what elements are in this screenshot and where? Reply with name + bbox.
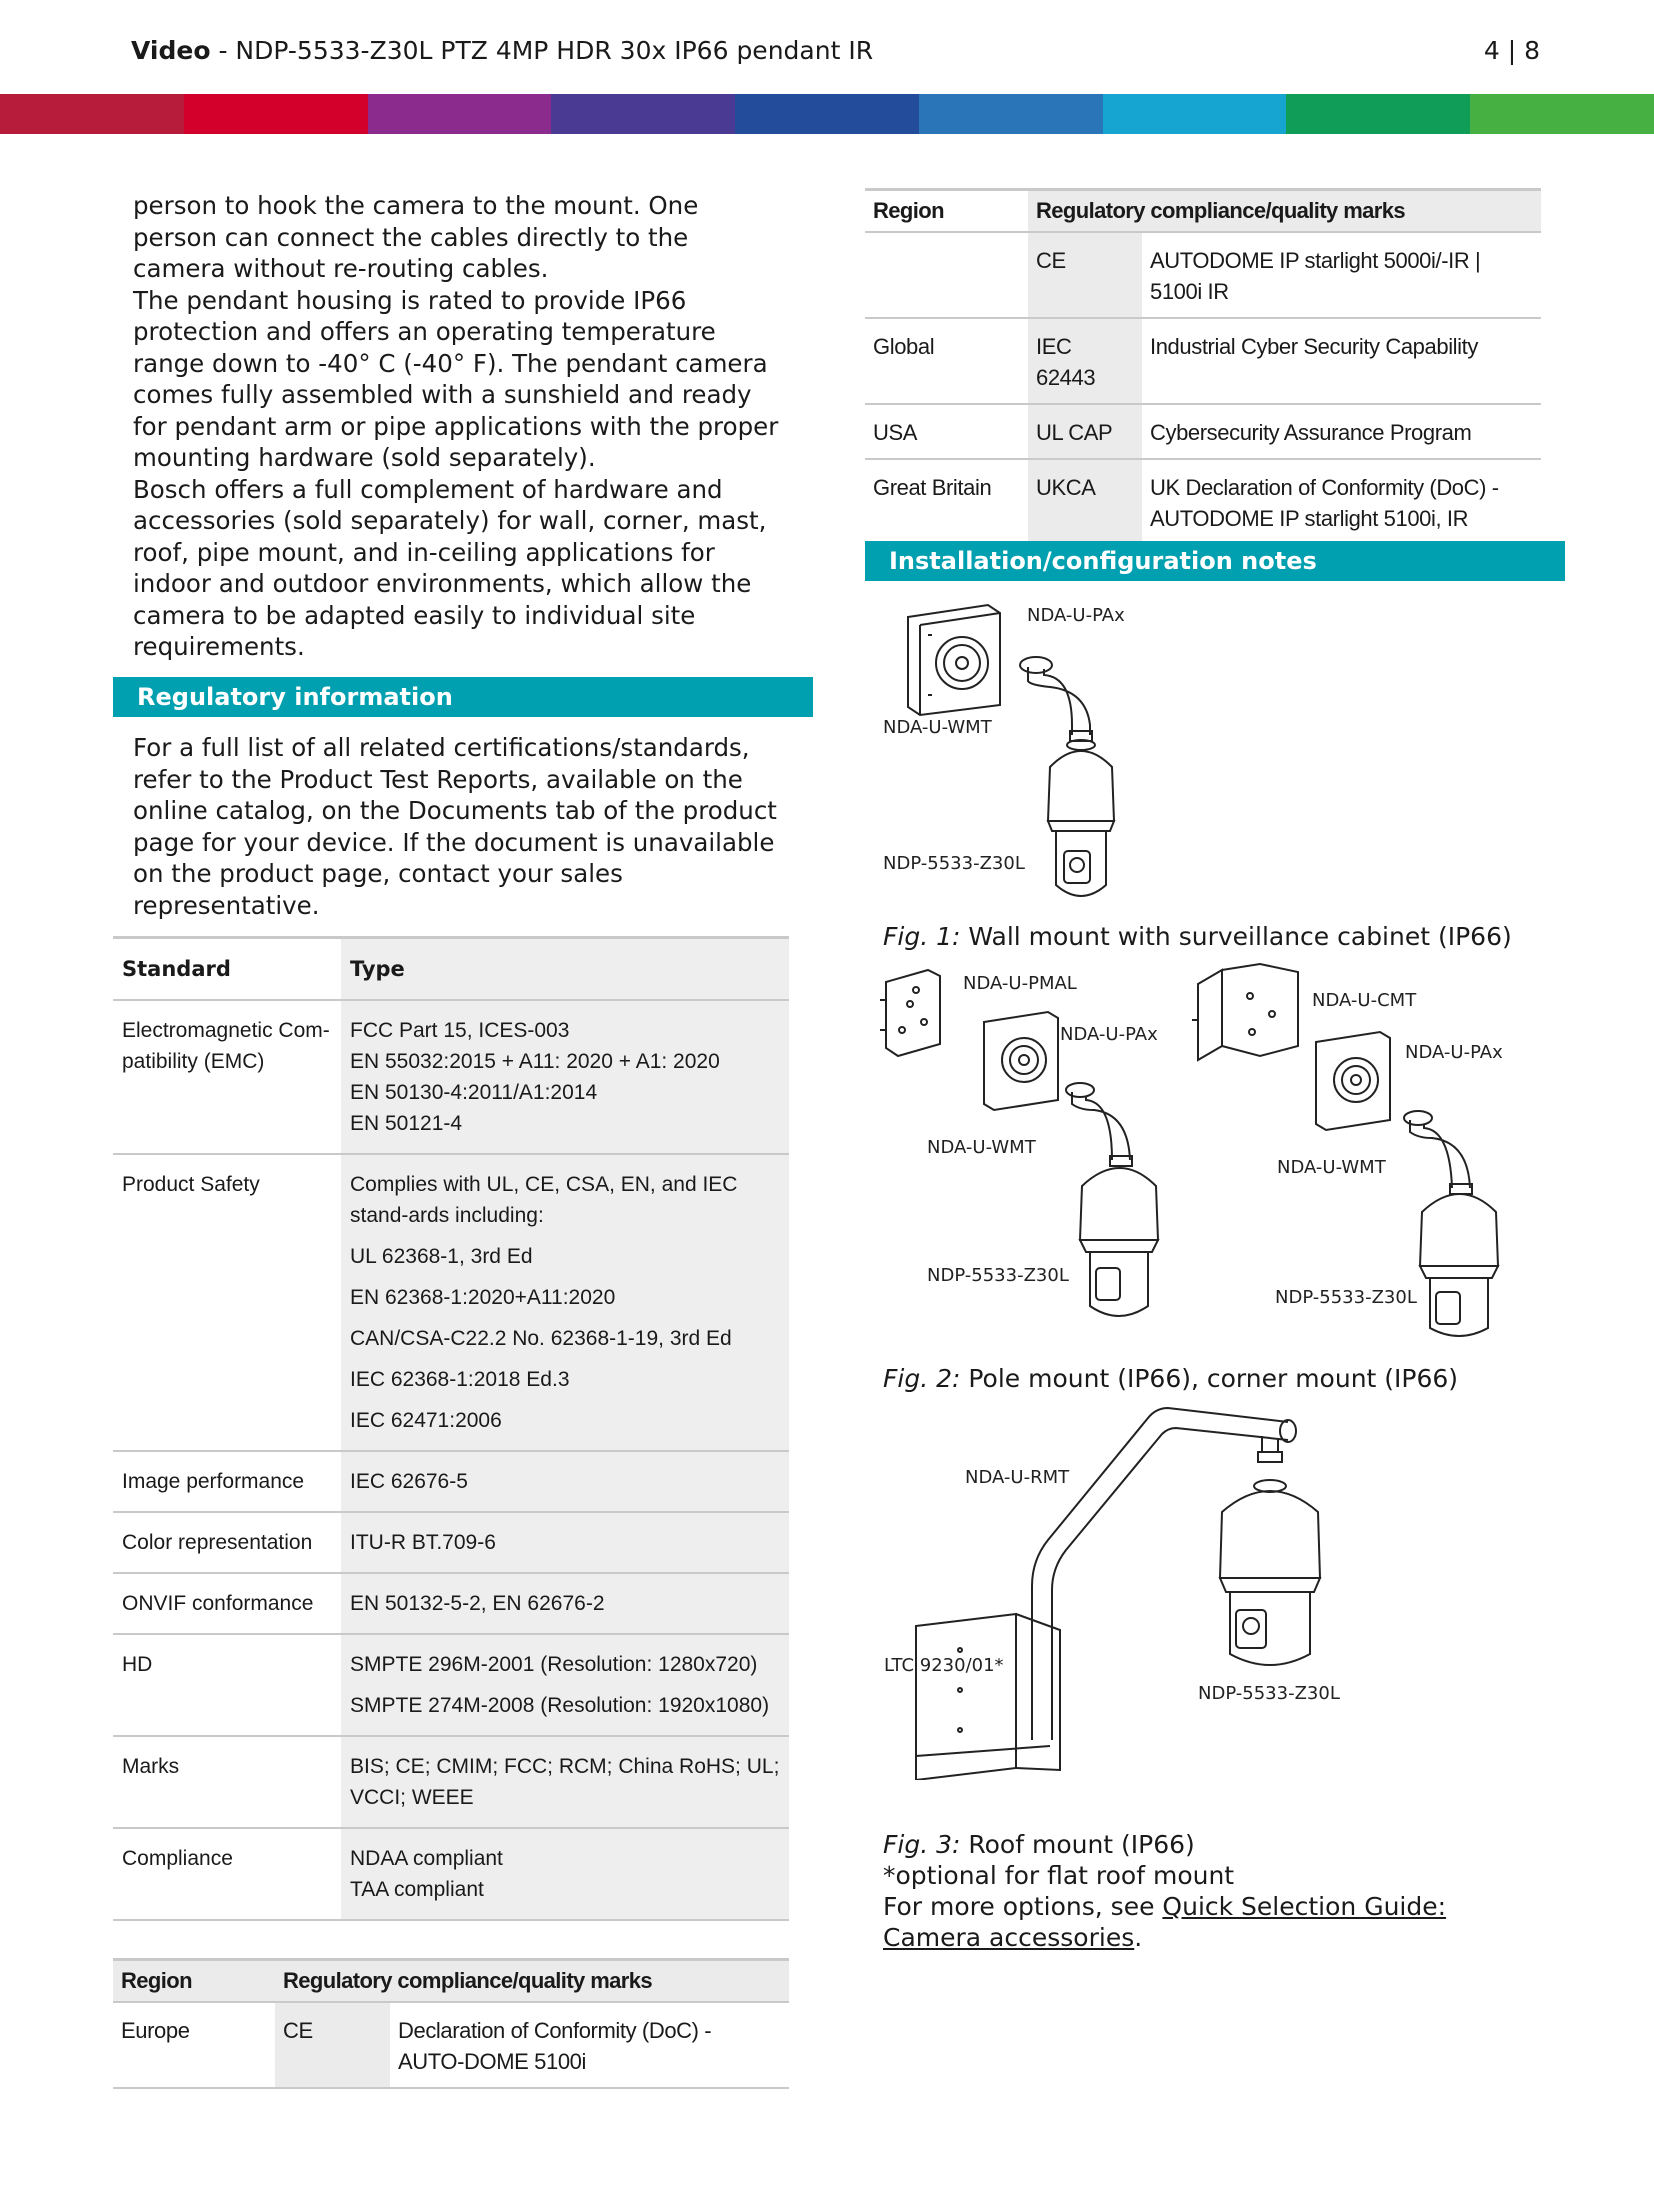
type-line: EN 50132-5-2, EN 62676-2 [350,1592,605,1615]
fig2-label-pmal: NDA-U-PMAL [963,973,1077,994]
type-cell [341,1000,789,1154]
fig3-note: *optional for flat roof mount [883,1861,1235,1890]
type-line: EN 62368-1:2020+A11:2020 [350,1286,616,1309]
ptz-camera-icon [1220,1480,1320,1665]
ptz-camera-icon [1420,1194,1498,1336]
table-row [113,1828,789,1920]
mark-cell: Industrial Cyber Security Capability [1142,318,1541,404]
code-cell: UL CAP [1028,404,1142,459]
parapet-bracket-icon [916,1614,1060,1780]
ptz-camera-icon [1080,1168,1158,1316]
type-line: EN 55032:2015 + A11: 2020 + A1: 2020 [350,1050,720,1073]
fig1-caption-text: Wall mount with surveillance cabinet (IP66) [968,922,1512,951]
type-line: TAA compliant [350,1878,484,1901]
fig2-label-pax-1: NDA-U-PAx [1060,1024,1158,1045]
fig2-label-camera-1: NDP-5533-Z30L [927,1265,1069,1286]
table-row [113,1512,789,1573]
type-line: NDAA compliant [350,1847,503,1870]
code-cell: IEC 62443 [1028,318,1142,404]
table-row [113,1736,789,1828]
table-row [113,1154,789,1451]
more-options-suffix: . [1134,1923,1143,1952]
pendant-arm-icon [1404,1111,1472,1194]
mark-cell: AUTODOME IP starlight 5000i/-IR | 5100i IR [1142,232,1541,318]
type-cell [341,1154,789,1451]
code-cell: UKCA [1028,459,1142,545]
type-line: Complies with UL, CE, CSA, EN, and IEC stand-ards including: [350,1173,738,1227]
regulatory-text [113,732,789,921]
fig3-caption [883,1829,1523,1953]
table-row [865,459,1541,545]
standard-cell: HD [113,1634,341,1736]
fig2-label-wmt-2: NDA-U-WMT [1277,1157,1386,1178]
band-segment [919,94,1104,134]
category-label: Video [131,36,211,65]
standards-table-wrap [113,936,789,1921]
intro-paragraph: The pendant housing is rated to provide IP66 protection and offers an operating temperature range down to -40° C (-40° F). The pendant camera comes fully assembled with a sunshield and ready for pendant arm or pipe applications with the proper mounting hardware (sold separately). [133,285,779,472]
band-segment [1470,94,1654,134]
fig1-label-pax: NDA-U-PAx [1027,605,1125,626]
band-segment [551,94,736,134]
band-segment [184,94,369,134]
table-row [113,1000,789,1154]
fig1-caption [883,921,1512,952]
surveillance-cabinet-icon [984,1012,1058,1110]
table-row [113,2002,789,2088]
type-line: ITU-R BT.709-6 [350,1531,496,1554]
fig2-label-cmt: NDA-U-CMT [1312,990,1417,1011]
installation-heading: Installation/configuration notes [865,541,1565,581]
table-header-row [865,190,1541,233]
fig2-caption-text: Pole mount (IP66), corner mount (IP66) [968,1364,1459,1393]
region-table-right [865,188,1541,546]
roof-mount-drawing [900,1400,1340,1780]
type-line: SMPTE 296M-2001 (Resolution: 1280x720) [350,1653,758,1676]
fig3-caption-text: Roof mount (IP66) [968,1830,1195,1859]
mark-cell: Cybersecurity Assurance Program [1142,404,1541,459]
fig1-prefix: Fig. 1: [883,922,961,951]
fig2-prefix: Fig. 2: [883,1364,961,1393]
table-row [865,318,1541,404]
standard-cell: Marks [113,1736,341,1828]
band-segment [1286,94,1471,134]
table-header-row [113,938,789,1001]
column-header-marks: Regulatory compliance/quality marks [275,1960,789,2003]
type-line: IEC 62676-5 [350,1470,468,1493]
fig2-label-camera-2: NDP-5533-Z30L [1275,1287,1417,1308]
column-header-marks: Regulatory compliance/quality marks [1028,190,1541,233]
type-cell [341,1634,789,1736]
band-segment [0,94,185,134]
region-cell [865,232,1028,318]
region-cell: Europe [113,2002,275,2088]
standard-cell: Electromagnetic Com-patibility (EMC) [113,1000,341,1154]
standard-cell: Image performance [113,1451,341,1512]
region-table-left [113,1958,789,2089]
quick-selection-guide-link[interactable]: Quick Selection Guide: Camera accessories [883,1892,1447,1952]
band-segment [368,94,553,134]
type-line: CAN/CSA-C22.2 No. 62368-1-19, 3rd Ed [350,1327,732,1350]
type-line: FCC Part 15, ICES-003 [350,1019,570,1042]
region-cell: Great Britain [865,459,1028,545]
surveillance-cabinet-icon [1316,1032,1390,1130]
type-line: IEC 62471:2006 [350,1409,502,1432]
table-row [865,404,1541,459]
pendant-arm-icon [1020,657,1092,741]
code-cell: CE [275,2002,390,2088]
more-options-text [883,1891,1523,1953]
type-line: BIS; CE; CMIM; FCC; RCM; China RoHS; UL; VCCI; WEEE [350,1755,780,1809]
fig3-prefix: Fig. 3: [883,1830,961,1859]
column-header-region: Region [865,190,1028,233]
type-cell [341,1512,789,1573]
type-cell [341,1736,789,1828]
standard-cell: Color representation [113,1512,341,1573]
column-header-region: Region [113,1960,275,2003]
pole-mount-adapter-icon [880,970,940,1056]
corner-mount-adapter-icon [1192,964,1298,1060]
mark-cell: UK Declaration of Conformity (DoC) - AUTODOME IP starlight 5100i, IR [1142,459,1541,545]
code-cell: CE [1028,232,1142,318]
mark-cell: Declaration of Conformity (DoC) - AUTO-DOME 5100i [390,2002,789,2088]
fig2-label-wmt-1: NDA-U-WMT [927,1137,1036,1158]
fig3-label-ltc: LTC 9230/01* [884,1655,1004,1676]
region-cell: Global [865,318,1028,404]
type-cell [341,1573,789,1634]
intro-paragraph: Bosch offers a full complement of hardware and accessories (sold separately) for wall, corner, mast, roof, pipe mount, and in-ceiling applications for indoor and outdoor environments, which allow the camera to be adapted easily to individual site requirements. [133,474,767,661]
type-line: UL 62368-1, 3rd Ed [350,1245,533,1268]
fig3-label-camera: NDP-5533-Z30L [1198,1683,1340,1704]
standards-table [113,936,789,1921]
ptz-camera-icon [1048,740,1114,896]
fig2-caption [883,1363,1458,1394]
fig2-label-pax-2: NDA-U-PAx [1405,1042,1503,1063]
table-row [865,232,1541,318]
type-line: SMPTE 274M-2008 (Resolution: 1920x1080) [350,1694,770,1717]
fig3-label-rmt: NDA-U-RMT [965,1467,1070,1488]
column-header-standard: Standard [113,938,341,1001]
type-cell [341,1451,789,1512]
surveillance-cabinet-icon [908,605,1000,715]
band-segment [735,94,920,134]
standard-cell: Product Safety [113,1154,341,1451]
document-title [131,36,873,65]
column-header-type: Type [341,938,789,1001]
intro-paragraph: person to hook the camera to the mount. One person can connect the cables directly to the camera without re-routing cables. [133,191,699,283]
brand-color-band [0,94,1654,134]
regulatory-heading: Regulatory information [113,677,813,717]
region-cell: USA [865,404,1028,459]
type-line: EN 50130-4:2011/A1:2014 [350,1081,598,1104]
standard-cell: Compliance [113,1828,341,1920]
type-line: EN 50121-4 [350,1112,463,1135]
standard-cell: ONVIF conformance [113,1573,341,1634]
type-cell [341,1828,789,1920]
page-number: 4 | 8 [1483,36,1540,65]
table-row [113,1451,789,1512]
band-segment [1103,94,1288,134]
table-row [113,1634,789,1736]
table-header-row [113,1960,789,2003]
intro-text [113,190,789,663]
region-table-right-wrap [865,188,1541,546]
product-title: - NDP-5533-Z30L PTZ 4MP HDR 30x IP66 pendant IR [218,36,874,65]
more-options-prefix: For more options, see [883,1892,1163,1921]
type-line: IEC 62368-1:2018 Ed.3 [350,1368,570,1391]
pendant-arm-icon [1066,1083,1132,1166]
region-table-left-wrap [113,1958,789,2089]
fig1-label-wmt: NDA-U-WMT [883,717,992,738]
fig1-label-camera: NDP-5533-Z30L [883,853,1025,874]
table-row [113,1573,789,1634]
regulatory-paragraph: For a full list of all related certifications/standards, refer to the Product Test Reports, available on the online catalog, on the Documents tab of the product page for your device. If the document is unavailable on the product page, contact your sales representative. [133,733,777,920]
